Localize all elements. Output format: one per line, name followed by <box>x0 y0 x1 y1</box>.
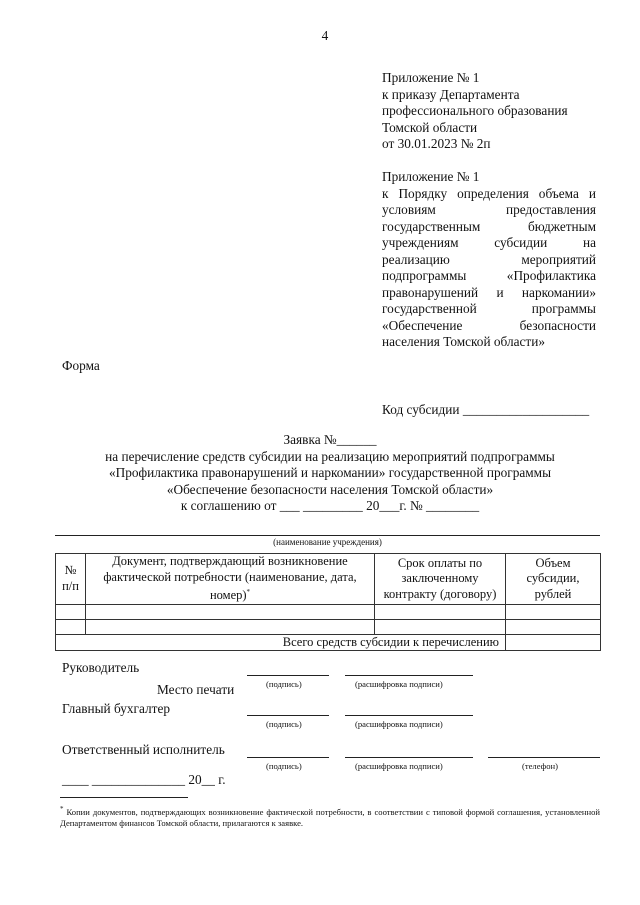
head-sign-line <box>247 675 329 676</box>
table-total-row <box>56 634 601 651</box>
accountant-label: Главный бухгалтер <box>62 701 171 716</box>
table-cell <box>375 604 506 619</box>
institution-caption: (наименование учреждения) <box>273 537 382 547</box>
head-label: Руководитель <box>62 660 140 675</box>
table-header-row <box>56 554 601 605</box>
appendix-order-line: профессионального образования <box>382 103 568 118</box>
appendix-procedure-line: государственной программы <box>382 301 596 316</box>
appendix-order-line: от 30.01.2023 № 2п <box>382 136 491 151</box>
accountant-decode-line <box>345 715 473 716</box>
agreement-line: к соглашению от ___ _________ 20___г. № ________ <box>180 498 480 513</box>
appendix-order-block <box>382 70 596 153</box>
seal-label: Место печати <box>157 682 235 697</box>
table-cell <box>375 619 506 634</box>
appendix-procedure-line: условиям предоставления <box>382 202 596 217</box>
heading-line: «Обеспечение безопасности населения Томской области» <box>166 481 494 497</box>
table-row <box>56 619 601 634</box>
executor-sign-line <box>247 757 329 758</box>
appendix-procedure-line: правонарушений и наркомании» <box>382 284 596 300</box>
appendix-order-line: к приказу Департамента <box>382 86 520 102</box>
accountant-sign-line <box>247 715 329 716</box>
appendix-procedure-title: Приложение № 1 <box>382 169 480 184</box>
application-number: Заявка №______ <box>283 432 377 447</box>
appendix-procedure-line: населения Томской области» <box>382 334 545 349</box>
table-cell <box>506 604 601 619</box>
table-cell <box>56 619 86 634</box>
header-volume: Объем субсидии, рублей <box>506 554 601 605</box>
total-label: Всего средств субсидии к перечислению <box>56 634 506 651</box>
accountant-decode-caption: (расшифровка подписи) <box>355 719 443 729</box>
header-document <box>86 554 375 605</box>
institution-line <box>55 535 600 536</box>
executor-label: Ответственный исполнитель <box>62 742 225 757</box>
date-line: ____ ______________ 20__ г. <box>62 772 226 787</box>
head-sign-caption: (подпись) <box>266 679 302 689</box>
accountant-sign-caption: (подпись) <box>266 719 302 729</box>
appendix-procedure-line: реализацию мероприятий <box>382 251 596 267</box>
footnote-mark: * <box>60 805 64 813</box>
application-heading <box>60 432 600 515</box>
executor-decode-caption: (расшифровка подписи) <box>355 761 443 771</box>
table-cell <box>86 604 375 619</box>
table-cell <box>506 619 601 634</box>
header-num: № п/п <box>56 554 86 605</box>
footnote-separator <box>60 797 188 798</box>
executor-decode-line <box>345 757 473 758</box>
table-cell <box>86 619 375 634</box>
footnote-text: Копии документов, подтверждающих возникновение фактической потребности, в соответствии с типовой формой соглашения, установленной Департаментом финансов Томской области, прилагаются к заявке. <box>60 806 600 828</box>
footnote-mark: * <box>246 588 251 596</box>
table-row <box>56 604 601 619</box>
header-document-text: Документ, подтверждающий возникновение фактической потребности (наименование, дата, номер) <box>103 554 357 603</box>
head-decode-caption: (расшифровка подписи) <box>355 679 443 689</box>
page-number: 4 <box>321 28 329 43</box>
head-decode-line <box>345 675 473 676</box>
appendix-procedure-line: государственным бюджетным <box>382 218 596 234</box>
appendix-procedure-line: учреждениям субсидии на <box>382 235 596 250</box>
subsidy-code: Код субсидии ___________________ <box>382 402 590 417</box>
appendix-order-title: Приложение № 1 <box>382 70 480 85</box>
executor-phone-caption: (телефон) <box>522 761 558 771</box>
form-label: Форма <box>62 358 100 373</box>
header-term: Срок оплаты по заключенному контракту (договору) <box>375 554 506 605</box>
heading-line: «Профилактика правонарушений и наркомании» государственной программы <box>108 465 552 480</box>
table-cell <box>56 604 86 619</box>
subsidy-table <box>55 553 601 651</box>
executor-sign-caption: (подпись) <box>266 761 302 771</box>
appendix-procedure-line: подпрограммы «Профилактика <box>382 268 596 283</box>
appendix-procedure-block <box>382 169 596 351</box>
appendix-procedure-line: «Обеспечение безопасности <box>382 317 596 333</box>
footnote <box>60 804 600 829</box>
heading-line: на перечисление средств субсидии на реализацию мероприятий подпрограммы <box>105 448 555 464</box>
appendix-procedure-line: к Порядку определения объема и <box>382 185 596 201</box>
total-value <box>506 634 601 651</box>
appendix-order-line: Томской области <box>382 119 478 135</box>
executor-phone-line <box>488 757 600 758</box>
